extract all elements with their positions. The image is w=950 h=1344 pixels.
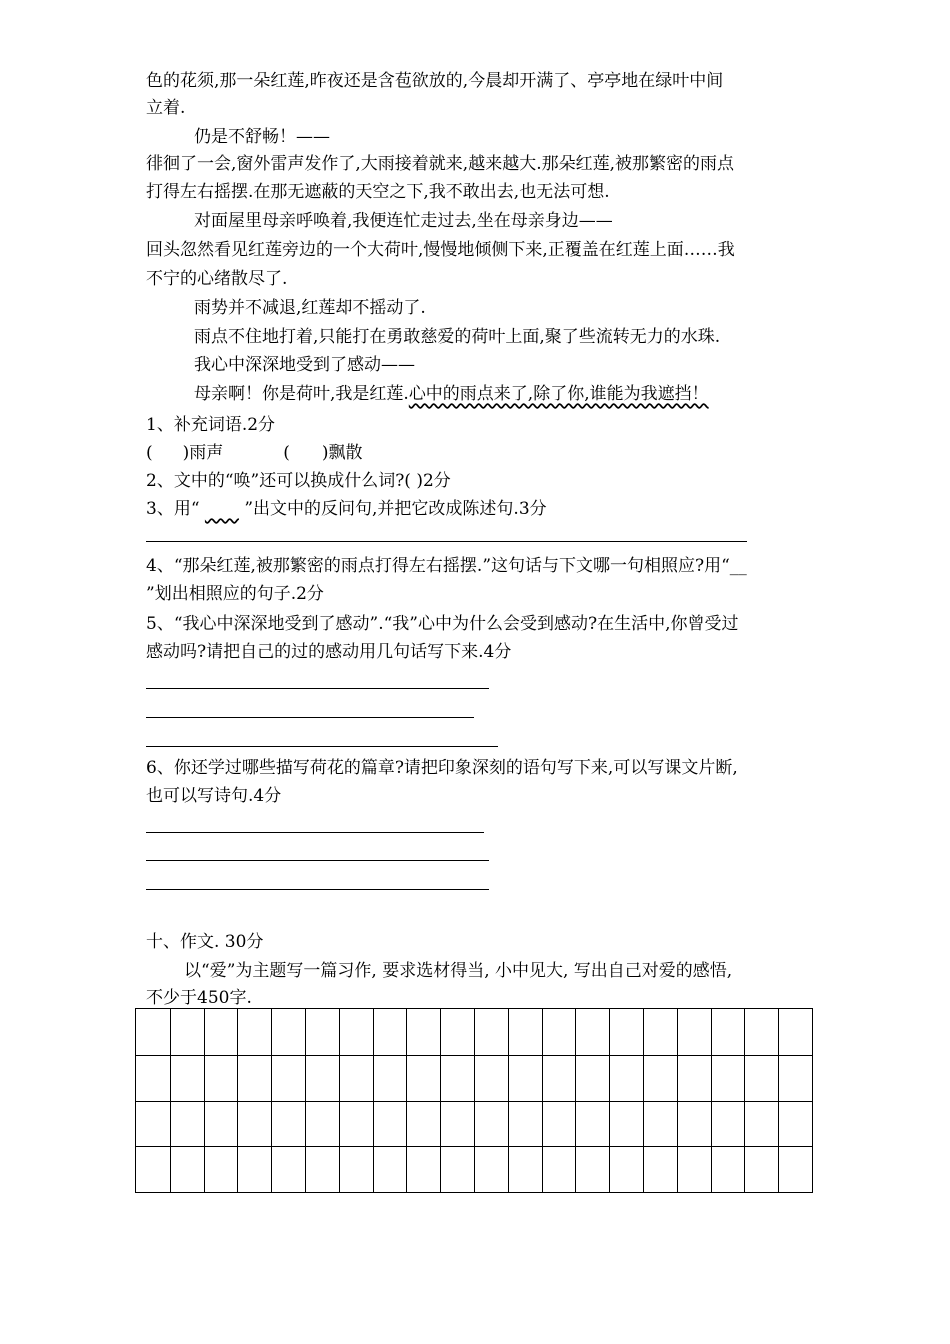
answer-line[interactable] <box>146 717 474 718</box>
writing-grid[interactable] <box>135 1008 813 1193</box>
passage-line: 徘徊了一会,窗外雷声发作了,大雨接着就来,越来越大.那朵红莲,被那繁密的雨点 <box>146 154 735 174</box>
question-4: ”划出相照应的句子.2分 <box>146 584 324 604</box>
wavy-line-symbol: ____ <box>204 499 239 519</box>
question-6: 也可以写诗句.4分 <box>146 786 282 806</box>
question-3 <box>146 498 547 520</box>
passage-line: 雨势并不减退,红莲却不摇动了. <box>194 298 426 318</box>
question-6: 6、你还学过哪些描写荷花的篇章?请把印象深刻的语句写下来,可以写课文片断, <box>146 758 738 778</box>
question-2: 2、文中的“唤”还可以换成什么词?( )2分 <box>146 471 451 491</box>
passage-line: 回头忽然看见红莲旁边的一个大荷叶,慢慢地倾侧下来,正覆盖在红莲上面……我 <box>146 240 735 260</box>
answer-line[interactable] <box>146 541 747 542</box>
composition-prompt: 不少于450字. <box>146 988 252 1008</box>
passage-line: 不宁的心绪散尽了. <box>146 269 288 289</box>
blank-open-paren: ( <box>283 443 290 463</box>
passage-line: 立着. <box>146 98 186 118</box>
question-5: 5、“我心中深深地受到了感动”.“我”心中为什么会受到感动?在生活中,你曾受过 <box>146 614 739 634</box>
passage-line: 仍是不舒畅！—— <box>194 127 330 147</box>
wavy-underlined-text: 心中的雨点来了,除了你,谁能为我遮挡！ <box>408 384 709 404</box>
answer-line[interactable] <box>146 889 489 890</box>
writing-grid-lines <box>136 1009 812 1192</box>
question-1: 1、补充词语.2分 <box>146 415 276 435</box>
composition-heading: 十、作文. 30分 <box>146 932 264 952</box>
composition-prompt: 以“爱”为主题写一篇习作, 要求选材得当, 小中见大, 写出自己对爱的感悟, <box>184 961 733 981</box>
passage-text: 母亲啊！你是荷叶,我是红莲. <box>194 384 409 404</box>
passage-line <box>194 383 709 405</box>
passage-line: 我心中深深地受到了感动—— <box>194 355 415 375</box>
passage-line: 色的花须,那一朵红莲,昨夜还是含苞欲放的,今晨却开满了、亭亭地在绿叶中间 <box>146 71 724 91</box>
question-1-blanks <box>146 442 363 464</box>
answer-line[interactable] <box>146 832 484 833</box>
answer-line[interactable] <box>146 688 489 689</box>
blank-answer-label: )雨声 <box>182 443 224 463</box>
question-text: ”出文中的反问句,并把它改成陈述句.3分 <box>238 499 547 519</box>
blank-open-paren: ( <box>146 443 153 463</box>
question-text: 3、用“ <box>146 499 205 519</box>
passage-line: 雨点不住地打着,只能打在勇敢慈爱的荷叶上面,聚了些流转无力的水珠. <box>194 327 721 347</box>
passage-line: 打得左右摇摆.在那无遮蔽的天空之下,我不敢出去,也无法可想. <box>146 182 610 202</box>
passage-line: 对面屋里母亲呼唤着,我便连忙走过去,坐在母亲身边—— <box>194 211 613 231</box>
blank-answer-label: )飘散 <box>321 443 363 463</box>
answer-line[interactable] <box>146 746 498 747</box>
question-5: 感动吗?请把自己的过的感动用几句话写下来.4分 <box>146 642 512 662</box>
answer-line[interactable] <box>146 860 489 861</box>
question-4: 4、“那朵红莲,被那繁密的雨点打得左右摇摆.”这句话与下文哪一句相照应?用“__ <box>146 556 747 576</box>
